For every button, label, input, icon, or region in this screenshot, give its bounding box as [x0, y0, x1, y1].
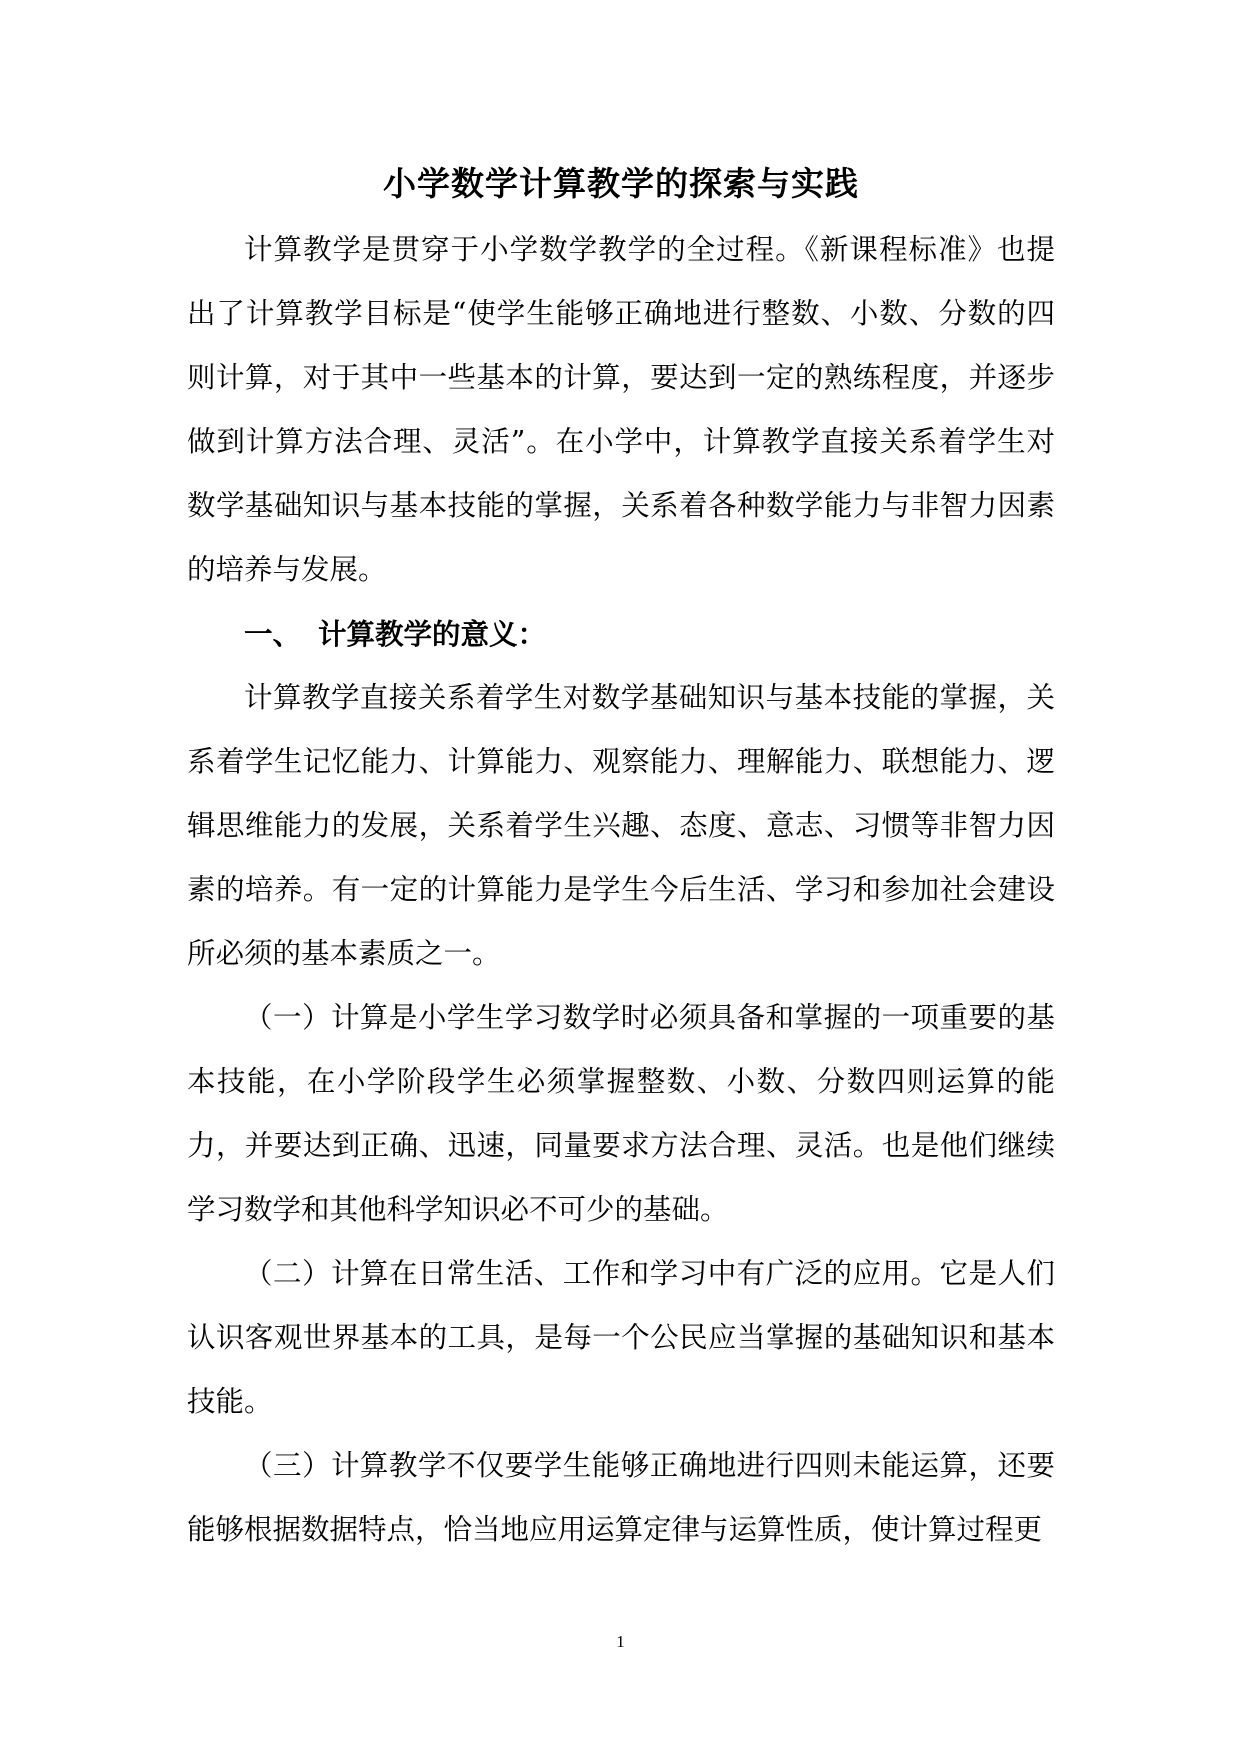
document-title: 小学数学计算教学的探索与实践	[383, 164, 859, 203]
page-number: 1	[616, 1632, 625, 1651]
section-paragraph: （一）计算是小学生学习数学时必须具备和掌握的一项重要的基本技能，在小学阶段学生必须掌握整数、小数、分数四则运算的能力，并要达到正确、迅速，同量要求方法合理、灵活。也是他们继续学习数学和其他科学知识必不可少的基础。	[187, 1001, 1055, 1226]
section-paragraph: （三）计算教学不仅要学生能够正确地进行四则未能运算，还要能够根据数据特点，恰当地应用运算定律与运算性质，使计算过程更	[187, 1449, 1055, 1546]
section-heading	[187, 602, 1055, 666]
section-paragraph: （二）计算在日常生活、工作和学习中有广泛的应用。它是人们认识客观世界基本的工具，是每一个公民应当掌握的基础知识和基本技能。	[187, 1257, 1055, 1418]
section-number: 一、	[244, 617, 302, 651]
intro-paragraph: 计算教学是贯穿于小学数学教学的全过程。《新课程标准》也提出了计算教学目标是“使学生能够正确地进行整数、小数、分数的四则计算，对于其中一些基本的计算，要达到一定的熟练程度，并逐步做到计算方法合理、灵活”。在小学中，计算教学直接关系着学生对数学基础知识与基本技能的掌握，关系着各种数学能力与非智力因素的培养与发展。	[187, 233, 1055, 586]
document-body	[187, 160, 1055, 1562]
section-paragraph: 计算教学直接关系着学生对数学基础知识与基本技能的掌握，关系着学生记忆能力、计算能力、观察能力、理解能力、联想能力、逻辑思维能力的发展，关系着学生兴趣、态度、意志、习惯等非智力因素的培养。有一定的计算能力是学生今后生活、学习和参加社会建设所必须的基本素质之一。	[187, 681, 1055, 970]
section-heading-text: 计算教学的意义：	[318, 617, 547, 651]
